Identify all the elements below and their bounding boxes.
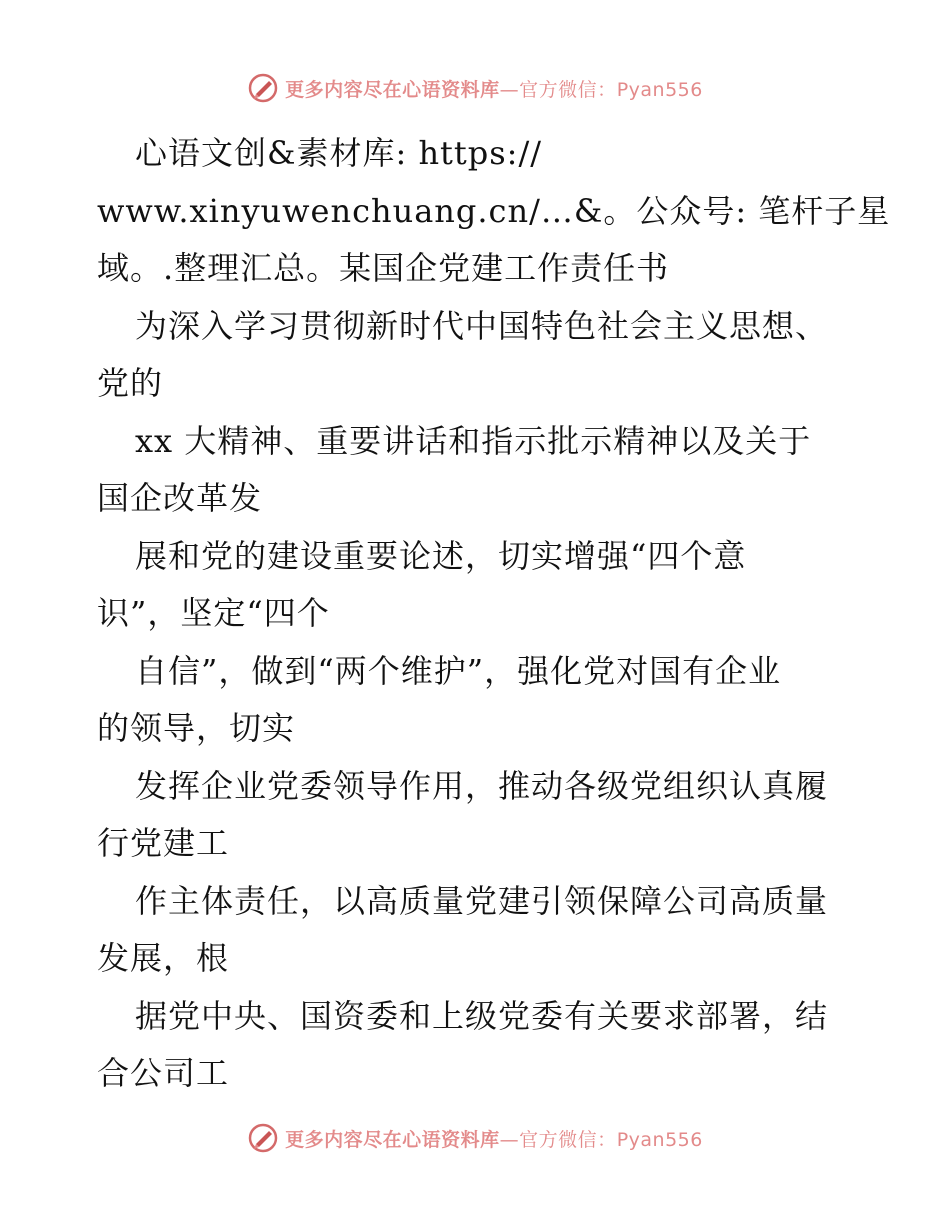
text-line: 为深入学习贯彻新时代中国特色社会主义思想、 (135, 306, 829, 345)
watermark-dash: — (499, 1128, 520, 1151)
text-line: 心语文创&素材库: https:// (135, 134, 543, 172)
text-line: 发挥企业党委领导作用，推动各级党组织认真履 (135, 766, 829, 805)
text-line: www.xinyuwenchuang.cn/…&。公众号: 笔杆子星 (97, 191, 891, 230)
text-line: 识”，坚定“四个 (97, 594, 330, 632)
text-line: 域。.整理汇总。某国企党建工作责任书 (97, 249, 670, 287)
text-line: xx 大精神、重要讲话和指示批示精神以及关于 (135, 421, 812, 460)
text-line: 展和党的建设重要论述，切实增强“四个意 (135, 536, 747, 575)
watermark-text (285, 75, 703, 102)
text-line: 合公司工 (97, 1054, 230, 1092)
footer-watermark (0, 1122, 950, 1154)
brand-logo-icon (247, 72, 279, 104)
text-line: 党的 (97, 364, 164, 402)
watermark-text (285, 1125, 703, 1152)
brand-logo-icon (247, 1122, 279, 1154)
text-line: 的领导，切实 (97, 709, 296, 747)
watermark-suffix: 官方微信： (519, 1128, 617, 1151)
watermark-main: 更多内容尽在心语资料库 (285, 78, 500, 101)
text-line: 行党建工 (97, 824, 230, 862)
watermark-id: Pyan556 (616, 78, 703, 101)
text-line: 作主体责任，以高质量党建引领保障公司高质量 (135, 881, 829, 920)
text-line: 发展，根 (97, 939, 230, 977)
text-line: 国企改革发 (97, 479, 263, 517)
document-body (97, 125, 891, 1103)
watermark-id: Pyan556 (616, 1128, 703, 1151)
header-watermark (0, 72, 950, 104)
watermark-suffix: 官方微信： (519, 78, 617, 101)
watermark-dash: — (499, 78, 520, 101)
watermark-main: 更多内容尽在心语资料库 (285, 1128, 500, 1151)
text-line: 自信”，做到“两个维护”，强化党对国有企业 (135, 651, 782, 690)
text-line: 据党中央、国资委和上级党委有关要求部署，结 (135, 996, 829, 1035)
